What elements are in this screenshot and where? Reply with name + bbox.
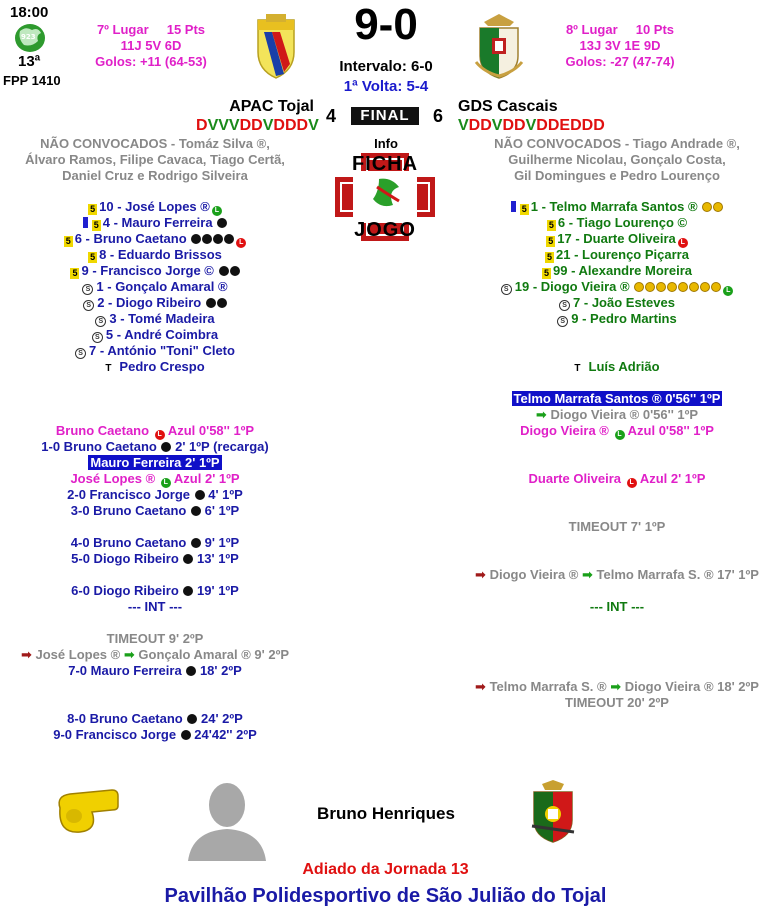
green-card-icon: L [161, 478, 171, 488]
rank-code: FPP 1410 [3, 73, 61, 88]
form-result: D [593, 117, 605, 134]
goal-icon [186, 666, 196, 676]
event-substitution: ➡ Telmo Marrafa S. ® ➡ Diogo Vieira ® 18' 2ºP [475, 679, 759, 694]
coach-name: Luís Adrião [588, 359, 660, 374]
player-name: 2 - Diogo Ribeiro [97, 295, 202, 310]
save-icon [711, 282, 721, 292]
goal-icon [191, 234, 201, 244]
ficha-jogo-button[interactable] [333, 151, 437, 243]
form-result: D [547, 117, 560, 134]
home-player-row[interactable] [0, 343, 310, 359]
coach-icon: T [105, 363, 112, 374]
final-score: 9-0 [354, 0, 418, 49]
form-result: V [207, 117, 219, 134]
home-stats [86, 22, 216, 70]
five-icon: 5 [72, 268, 78, 278]
form-result: D [480, 117, 492, 134]
red-card-icon: L [627, 478, 637, 488]
event-goal: 1-0 Bruno Caetano 2' 1ºP (recarga) [41, 439, 269, 454]
goal-icon [183, 586, 193, 596]
competition-logo-icon [14, 23, 46, 56]
away-not-called [462, 136, 771, 184]
away-player-row[interactable] [462, 263, 771, 279]
five-icon: 5 [544, 268, 550, 278]
player-name: 6 - Tiago Lourenço © [557, 215, 688, 230]
event-timeout: TIMEOUT 7' 1ºP [568, 519, 666, 534]
svg-text:923: 923 [21, 33, 36, 41]
player-name: 8 - Eduardo Brissos [99, 247, 222, 262]
sub-in-icon: ➡ [535, 407, 547, 422]
coach-name: Pedro Crespo [119, 359, 205, 374]
home-count: 4 [326, 106, 337, 126]
red-card-icon: L [236, 238, 246, 248]
event-card: José Lopes ® L Azul 2' 1ºP [70, 471, 240, 486]
home-goals: Golos: +11 (64-53) [95, 54, 207, 69]
home-not-called-line: NÃO CONVOCADOS - Tomáz Silva ®, [40, 136, 270, 151]
away-player-row[interactable] [462, 231, 771, 247]
goal-icon [191, 538, 201, 548]
away-coach-row[interactable] [462, 359, 771, 375]
event-card: Diogo Vieira ® L Azul 0'58'' 1ºP [520, 423, 714, 438]
event-card: Duarte Oliveira L Azul 2' 1ºP [528, 471, 706, 486]
five-icon: 5 [90, 204, 96, 214]
sub-out-icon: ➡ [475, 679, 486, 694]
player-name: 19 - Diogo Vieira ® [514, 279, 630, 294]
sub-icon: S [559, 300, 570, 311]
event-goal: 6-0 Diogo Ribeiro 19' 1ºP [71, 583, 239, 598]
goal-icon [202, 234, 212, 244]
event-goal: 4-0 Bruno Caetano 9' 1ºP [70, 535, 240, 550]
player-name: 1 - Gonçalo Amaral ® [96, 279, 228, 294]
event-timeout: TIMEOUT 20' 2ºP [565, 695, 669, 710]
away-player-row[interactable] [462, 247, 771, 263]
sub-icon: S [95, 316, 106, 327]
sub-out-icon: ➡ [475, 567, 486, 582]
away-player-row[interactable] [462, 311, 771, 327]
green-card-icon: L [723, 286, 733, 296]
save-icon [700, 282, 710, 292]
ficha-label: FICHA [351, 153, 419, 175]
event-goal: 2-0 Francisco Jorge 4' 1ºP [67, 487, 243, 502]
sub-icon: S [557, 316, 568, 327]
goal-icon [183, 554, 193, 564]
five-icon: 5 [547, 252, 553, 262]
red-card-icon: L [155, 430, 165, 440]
event-substitution: ➡ Diogo Vieira ® 0'56'' 1ºP [535, 407, 699, 422]
event-blue-card: Telmo Marrafa Santos ® 0'56'' 1ºP [513, 391, 721, 406]
event-goal: 9-0 Francisco Jorge 24'42'' 2ºP [53, 727, 257, 742]
sub-icon: S [75, 348, 86, 359]
form-result: D [581, 117, 594, 134]
form-result: D [239, 117, 252, 134]
form-result: D [273, 117, 285, 134]
away-points: 10 Pts [635, 22, 675, 37]
player-name: 7 - João Esteves [573, 295, 675, 310]
five-icon: 5 [65, 236, 71, 246]
form-result: D [514, 117, 526, 134]
event-substitution: ➡ José Lopes ® ➡ Gonçalo Amaral ® 9' 2ºP [20, 647, 289, 662]
form-result: D [468, 117, 481, 134]
event-blue-card: Mauro Ferreira 2' 1ºP [90, 455, 220, 470]
home-record: 11J 5V 6D [120, 38, 182, 53]
home-points: 15 Pts [166, 22, 206, 37]
away-player-row[interactable] [462, 199, 771, 215]
away-position: 8º Lugar [565, 22, 618, 37]
red-card-icon: L [678, 238, 688, 248]
player-name: 4 - Mauro Ferreira [102, 215, 213, 230]
home-player-row[interactable] [0, 327, 310, 343]
home-player-row[interactable] [0, 279, 310, 295]
whistle-icon [52, 788, 122, 839]
home-coach-row[interactable] [0, 359, 310, 375]
form-result: V [525, 117, 537, 134]
away-not-called-line: Guilherme Nicolau, Gonçalo Costa, [508, 152, 726, 167]
save-icon [713, 202, 723, 212]
blue-card-icon [83, 217, 88, 228]
save-icon [689, 282, 699, 292]
away-team-name[interactable]: GDS Cascais [458, 98, 558, 115]
form-result: D [536, 117, 548, 134]
sub-in-icon: ➡ [582, 567, 593, 582]
save-icon [645, 282, 655, 292]
coach-icon: T [574, 363, 581, 374]
goal-icon [181, 730, 191, 740]
event-goal: 7-0 Mauro Ferreira 18' 2ºP [68, 663, 242, 678]
home-form [196, 117, 319, 135]
away-player-row[interactable] [462, 215, 771, 231]
venue-name[interactable]: Pavilhão Polidesportivo de São Julião do Tojal [164, 885, 607, 907]
form-result: D [570, 117, 582, 134]
green-card-icon: L [615, 430, 625, 440]
halftime-score: Intervalo: 6-0 [339, 58, 433, 75]
event-substitution: ➡ Diogo Vieira ® ➡ Telmo Marrafa S. ® 17' 1ºP [475, 567, 759, 582]
goal-icon [217, 218, 227, 228]
home-crest-icon [254, 12, 298, 83]
event-card: Bruno Caetano L Azul 0'58'' 1ºP [55, 423, 255, 438]
away-not-called-line: Gil Domingues e Pedro Lourenço [514, 168, 720, 183]
goal-icon [191, 506, 201, 516]
form-result: D [251, 117, 263, 134]
away-goals: Golos: -27 (47-74) [565, 54, 675, 69]
sub-in-icon: ➡ [610, 679, 622, 694]
player-name: 5 - André Coimbra [105, 327, 219, 342]
form-result: E [559, 117, 571, 134]
away-not-called-line: NÃO CONVOCADOS - Tiago Andrade ®, [494, 136, 740, 151]
goal-icon [230, 266, 240, 276]
save-icon [634, 282, 644, 292]
event-goal: 8-0 Bruno Caetano 24' 2ºP [67, 711, 243, 726]
home-player-row[interactable] [0, 215, 310, 231]
sub-out-icon: ➡ [20, 647, 32, 662]
player-name: 10 - José Lopes ® [99, 199, 210, 214]
away-crest-icon [474, 12, 524, 83]
goal-icon [161, 442, 171, 452]
postponed-note: Adiado da Jornada 13 [302, 861, 469, 878]
goal-icon [187, 714, 197, 724]
event-interval: --- INT --- [589, 599, 645, 614]
form-result: V [308, 117, 319, 134]
referee-avatar [184, 775, 270, 864]
green-card-icon: L [212, 206, 222, 216]
goal-icon [224, 234, 234, 244]
form-result: D [502, 117, 515, 134]
five-icon: 5 [90, 252, 96, 262]
away-record: 13J 3V 1E 9D [579, 38, 661, 53]
event-interval: --- INT --- [127, 599, 183, 614]
info-link[interactable]: Info [374, 136, 398, 151]
goal-icon [195, 490, 205, 500]
event-goal: 5-0 Diogo Ribeiro 13' 1ºP [71, 551, 239, 566]
final-badge: FINAL [351, 107, 419, 125]
form-result: V [458, 117, 469, 134]
save-icon [702, 202, 712, 212]
five-icon: 5 [548, 220, 554, 230]
player-name: 6 - Bruno Caetano [74, 231, 187, 246]
player-name: 17 - Duarte Oliveira [557, 231, 676, 246]
player-name: 99 - Alexandre Moreira [553, 263, 692, 278]
player-name: 9 - Pedro Martins [571, 311, 677, 326]
goal-icon [219, 266, 229, 276]
form-result: D [296, 117, 309, 134]
away-player-row[interactable] [462, 279, 771, 295]
event-timeout: TIMEOUT 9' 2ºP [106, 631, 204, 646]
form-result: V [218, 117, 229, 134]
home-player-row[interactable] [0, 231, 310, 247]
form-result: D [196, 117, 208, 134]
five-icon: 5 [521, 204, 527, 214]
form-result: V [228, 117, 240, 134]
home-not-called-line: Daniel Cruz e Rodrigo Silveira [62, 168, 248, 183]
player-name: 7 - António "Toni" Cleto [89, 343, 235, 358]
goal-icon [213, 234, 223, 244]
home-not-called-line: Álvaro Ramos, Filipe Cavaca, Tiago Certã, [25, 152, 285, 167]
form-result: D [284, 117, 297, 134]
home-not-called [0, 136, 310, 184]
home-player-row[interactable] [0, 295, 310, 311]
home-team-name[interactable]: APAC Tojal [229, 98, 314, 115]
goal-icon [206, 298, 216, 308]
form-result: V [262, 117, 274, 134]
player-name: 3 - Tomé Madeira [109, 311, 215, 326]
sub-icon: S [82, 284, 93, 295]
away-stats [555, 22, 685, 70]
sub-icon: S [501, 284, 512, 295]
home-position: 7º Lugar [96, 22, 149, 37]
home-player-row[interactable] [0, 247, 310, 263]
event-goal: 3-0 Bruno Caetano 6' 1ºP [70, 503, 240, 518]
away-count: 6 [433, 106, 444, 126]
player-name: 21 - Lourenço Piçarra [556, 247, 689, 262]
sub-in-icon: ➡ [123, 647, 135, 662]
save-icon [678, 282, 688, 292]
away-form [458, 117, 605, 135]
home-player-row[interactable] [0, 263, 310, 279]
sub-icon: S [92, 332, 103, 343]
away-player-row[interactable] [462, 295, 771, 311]
player-name: 9 - Francisco Jorge © [81, 263, 214, 278]
sub-icon: S [83, 300, 94, 311]
match-time: 18:00 [10, 4, 49, 21]
blue-card-icon [511, 201, 516, 212]
home-player-row[interactable] [0, 199, 310, 215]
save-icon [667, 282, 677, 292]
goal-icon [217, 298, 227, 308]
association-crest-icon [528, 780, 578, 847]
form-result: V [491, 117, 503, 134]
home-player-row[interactable] [0, 311, 310, 327]
five-icon: 5 [93, 220, 99, 230]
save-icon [656, 282, 666, 292]
five-icon: 5 [548, 236, 554, 246]
player-name: 1 - Telmo Marrafa Santos ® [530, 199, 698, 214]
referee-name[interactable]: Bruno Henriques [317, 804, 455, 823]
first-leg-score: 1ª Volta: 5-4 [343, 78, 429, 95]
jogo-label: JOGO [354, 219, 416, 241]
round-number: 13ª [18, 53, 41, 70]
